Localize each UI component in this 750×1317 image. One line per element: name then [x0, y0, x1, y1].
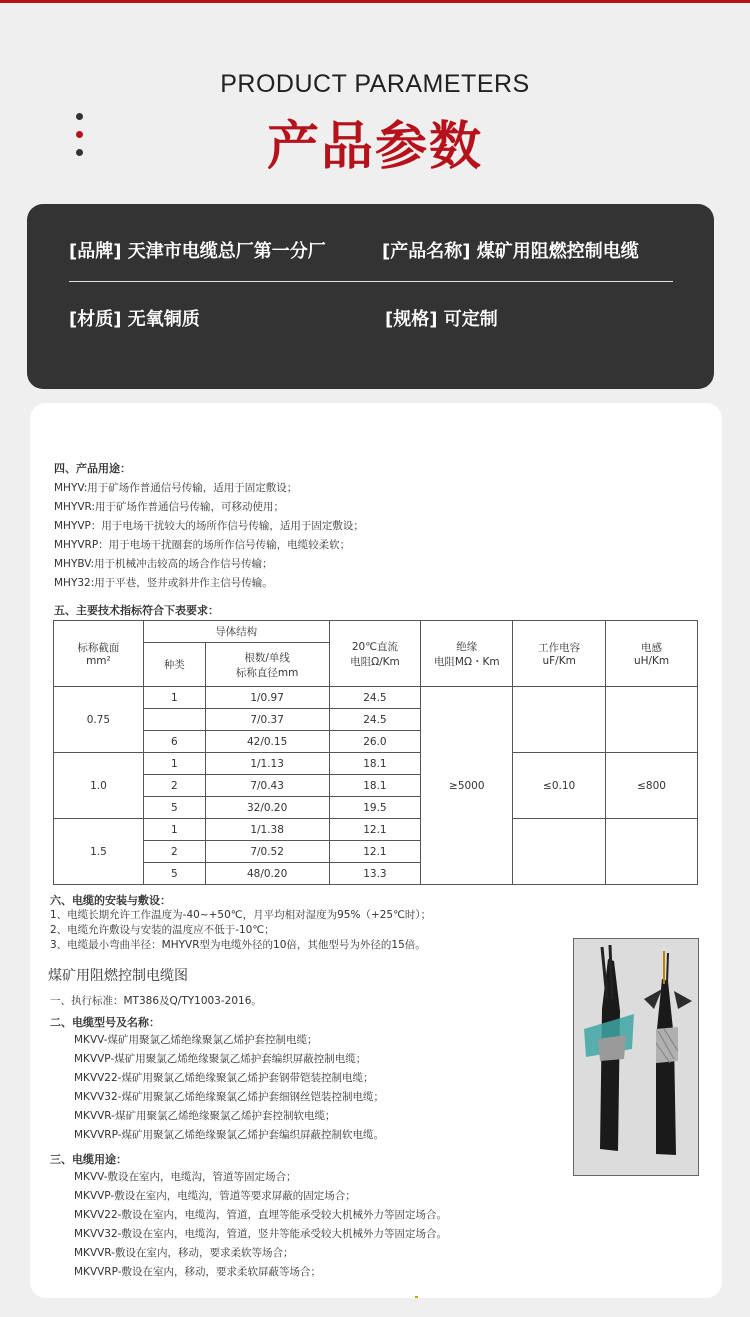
- usage-line: MHYBV:用于机械冲击较高的场合作信号传输；: [54, 558, 273, 570]
- cell-resist: 24.5: [329, 709, 421, 731]
- use-title: 三、电缆用途：: [50, 1153, 127, 1166]
- header-capacitance: 工作电容 uF/Km: [513, 621, 606, 687]
- cell-inductance-blank: [606, 687, 698, 753]
- header-strands: 根数/单线 标称直径mm: [205, 643, 329, 687]
- spec-document: [30, 403, 722, 1298]
- info-card: [27, 204, 714, 389]
- cell-strands: 48/0.20: [205, 863, 329, 885]
- title-chinese: 产品参数: [266, 117, 483, 177]
- use-line: MKVV22-敷设在室内，电缆沟，管道，直埋等能承受较大机械外力等固定场合。: [74, 1209, 447, 1221]
- usage-line: MHYVP：用于电场干扰较大的场所作信号传输，适用于固定敷设；: [54, 520, 364, 532]
- cell-resist: 18.1: [329, 775, 421, 797]
- title-english: PRODUCT PARAMETERS: [220, 70, 530, 98]
- cell-strands: 42/0.15: [205, 731, 329, 753]
- standard-line: 一、执行标准：MT386及Q/TY1003-2016。: [50, 995, 262, 1007]
- model-line: MKVV-煤矿用聚氯乙烯绝缘聚氯乙烯护套控制电缆；: [74, 1034, 318, 1046]
- table-row: [54, 753, 698, 775]
- cell-resist: 19.5: [329, 797, 421, 819]
- cell-resist: 18.1: [329, 753, 421, 775]
- info-product-name: [产品名称] 煤矿用阻燃控制电缆: [382, 241, 639, 262]
- cell-capacitance-blank: [513, 687, 606, 753]
- cell-resist: 12.1: [329, 819, 421, 841]
- table-row: [54, 819, 698, 841]
- cell-type: 5: [143, 797, 205, 819]
- footer-mark: [415, 1296, 418, 1298]
- cell-section: 1.0: [54, 753, 144, 819]
- top-accent-line: [0, 0, 750, 3]
- info-brand: [品牌] 天津市电缆总厂第一分厂: [69, 241, 326, 262]
- model-line: MKVV32-煤矿用聚氯乙烯绝缘聚氯乙烯护套细钢丝铠装控制电缆；: [74, 1091, 384, 1103]
- info-spec: [规格] 可定制: [385, 309, 498, 330]
- cell-insulation: ≥5000: [421, 753, 513, 819]
- cell-insulation-blank: [421, 819, 513, 885]
- install-title: 六、电缆的安装与敷设：: [50, 894, 171, 907]
- info-divider: [69, 281, 673, 282]
- cell-insulation-blank: [421, 687, 513, 753]
- model-line: MKVVP-煤矿用聚氯乙烯绝缘聚氯乙烯护套编织屏蔽控制电缆；: [74, 1053, 367, 1065]
- cell-inductance-blank: [606, 819, 698, 885]
- model-line: MKVV22-煤矿用聚氯乙烯绝缘聚氯乙烯护套钢带铠装控制电缆；: [74, 1072, 374, 1084]
- usage-line: MHY32:用于平巷，竖井或斜井作主信号传输。: [54, 577, 273, 589]
- cell-resist: 24.5: [329, 687, 421, 709]
- cell-type: 1: [143, 819, 205, 841]
- cable-illustration: [574, 939, 698, 1175]
- cell-type: 1: [143, 687, 205, 709]
- cell-strands: 1/0.97: [205, 687, 329, 709]
- tech-title: 五、主要技术指标符合下表要求：: [54, 604, 219, 617]
- cell-resist: 12.1: [329, 841, 421, 863]
- install-line: 3、电缆最小弯曲半径：MHYVR型为电缆外径的10倍，其他型号为外径的15倍。: [50, 939, 426, 951]
- header-section: 标称截面 mm²: [54, 621, 144, 687]
- cell-type: 2: [143, 841, 205, 863]
- cell-type: [143, 709, 205, 731]
- use-line: MKVVRP-敷设在室内，移动，要求柔软屏蔽等场合；: [74, 1266, 321, 1278]
- cell-section: 0.75: [54, 687, 144, 753]
- cell-resist: 26.0: [329, 731, 421, 753]
- spec-table: [53, 620, 698, 885]
- install-line: 1、电缆长期允许工作温度为-40~+50℃，月平均相对湿度为95%（+25℃时）；: [50, 909, 432, 921]
- cable-photo: [573, 938, 699, 1176]
- cell-strands: 7/0.43: [205, 775, 329, 797]
- cell-capacitance: ≤0.10: [513, 753, 606, 819]
- header-insulation: 绝缘 电阻MΩ・Km: [421, 621, 513, 687]
- usage-line: MHYV:用于矿场作普通信号传输，适用于固定敷设；: [54, 482, 298, 494]
- usage-line: MHYVRP：用于电场干扰圈套的场所作信号传输，电缆较柔软；: [54, 539, 351, 551]
- model-line: MKVVR-煤矿用聚氯乙烯绝缘聚氯乙烯护套控制软电缆；: [74, 1110, 336, 1122]
- header-conductor: 导体结构: [143, 621, 329, 643]
- cell-type: 6: [143, 731, 205, 753]
- section-title: 煤矿用阻燃控制电缆图: [48, 968, 188, 984]
- models-title: 二、电缆型号及名称：: [50, 1016, 160, 1029]
- info-material: [材质] 无氧铜质: [69, 309, 200, 330]
- usage-line: MHYVR:用于矿场作普通信号传输，可移动使用；: [54, 501, 285, 513]
- cell-strands: 32/0.20: [205, 797, 329, 819]
- cell-strands: 7/0.52: [205, 841, 329, 863]
- model-line: MKVVRP-煤矿用聚氯乙烯绝缘聚氯乙烯护套编织屏蔽控制软电缆。: [74, 1129, 384, 1141]
- cell-type: 1: [143, 753, 205, 775]
- cell-inductance: ≤800: [606, 753, 698, 819]
- use-line: MKVV32-敷设在室内，电缆沟，管道，竖井等能承受较大机械外力等固定场合。: [74, 1228, 447, 1240]
- use-line: MKVVR-敷设在室内，移动，要求柔软等场合；: [74, 1247, 294, 1259]
- cell-capacitance-blank: [513, 819, 606, 885]
- cell-type: 2: [143, 775, 205, 797]
- usage-title: 四、产品用途：: [54, 462, 131, 475]
- header-type: 种类: [143, 643, 205, 687]
- table-row: [54, 687, 698, 709]
- cell-type: 5: [143, 863, 205, 885]
- cell-strands: 7/0.37: [205, 709, 329, 731]
- cell-strands: 1/1.38: [205, 819, 329, 841]
- header-inductance: 电感 uH/Km: [606, 621, 698, 687]
- cell-resist: 13.3: [329, 863, 421, 885]
- header-resistance: 20℃直流 电阻Ω/Km: [329, 621, 421, 687]
- cell-strands: 1/1.13: [205, 753, 329, 775]
- use-line: MKVVP-敷设在室内，电缆沟，管道等要求屏蔽的固定场合；: [74, 1190, 356, 1202]
- cell-section: 1.5: [54, 819, 144, 885]
- install-line: 2、电缆允许敷设与安装的温度应不低于-10℃；: [50, 924, 275, 936]
- use-line: MKVV-敷设在室内，电缆沟，管道等固定场合；: [74, 1171, 297, 1183]
